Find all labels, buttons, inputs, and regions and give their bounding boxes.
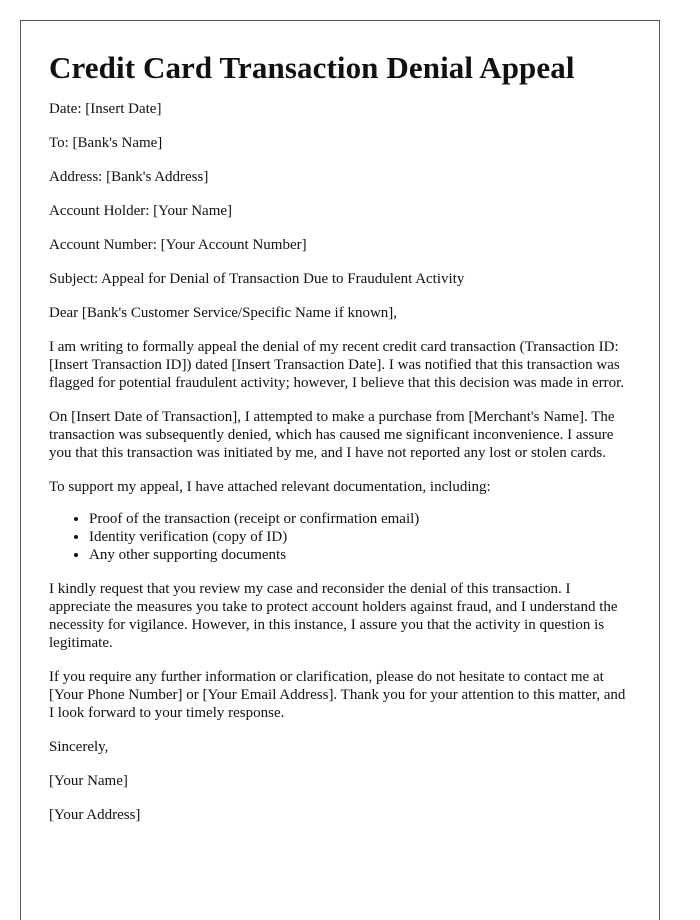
body-paragraph: I am writing to formally appeal the denial of my recent credit card transaction (Transaction ID: [Insert Transaction ID]) dated [Insert Transaction Date]. I was notified that this transaction was flagged for potential fraudulent activity; however, I believe that this decision was made in error. [49,339,625,391]
address-line: Address: [Bank's Address] [49,169,209,185]
date-line: Date: [Insert Date] [49,101,162,117]
account-holder-line: Account Holder: [Your Name] [49,203,233,219]
body-paragraph: If you require any further information or clarification, please do not hesitate to contact me at [Your Phone Number] or [Your Email Address]. Thank you for your attention to this matter, and I look forward to your timely response. [49,669,626,721]
letter-title: Credit Card Transaction Denial Appeal [49,50,575,85]
list-item: • Proof of the transaction (receipt or confirmation email) [89,510,631,528]
attachments-list [49,510,631,564]
body-paragraph: On [Insert Date of Transaction], I attempted to make a purchase from [Merchant's Name]. The transaction was subsequently denied, which has caused me significant inconvenience. I assure you that this transaction was initiated by me, and I have not reported any lost or stolen cards. [49,409,615,461]
letter-page [20,20,660,920]
list-item: • Identity verification (copy of ID) [89,528,631,546]
signer-address: [Your Address] [49,807,141,823]
body-paragraph: I kindly request that you review my case and reconsider the denial of this transaction. I appreciate the measures you take to protect account holders against fraud, and I understand the necessity for vigilance. However, in this instance, I assure you that the activity in question is legitimate. [49,581,618,651]
list-item: • Any other supporting documents [89,546,631,564]
subject-line: Subject: Appeal for Denial of Transaction Due to Fraudulent Activity [49,271,465,287]
salutation: Dear [Bank's Customer Service/Specific Name if known], [49,305,398,321]
body-paragraph: To support my appeal, I have attached relevant documentation, including: [49,479,491,495]
recipient-line: To: [Bank's Name] [49,135,163,151]
sign-off: Sincerely, [49,739,109,755]
signer-name: [Your Name] [49,773,128,789]
account-number-line: Account Number: [Your Account Number] [49,237,307,253]
